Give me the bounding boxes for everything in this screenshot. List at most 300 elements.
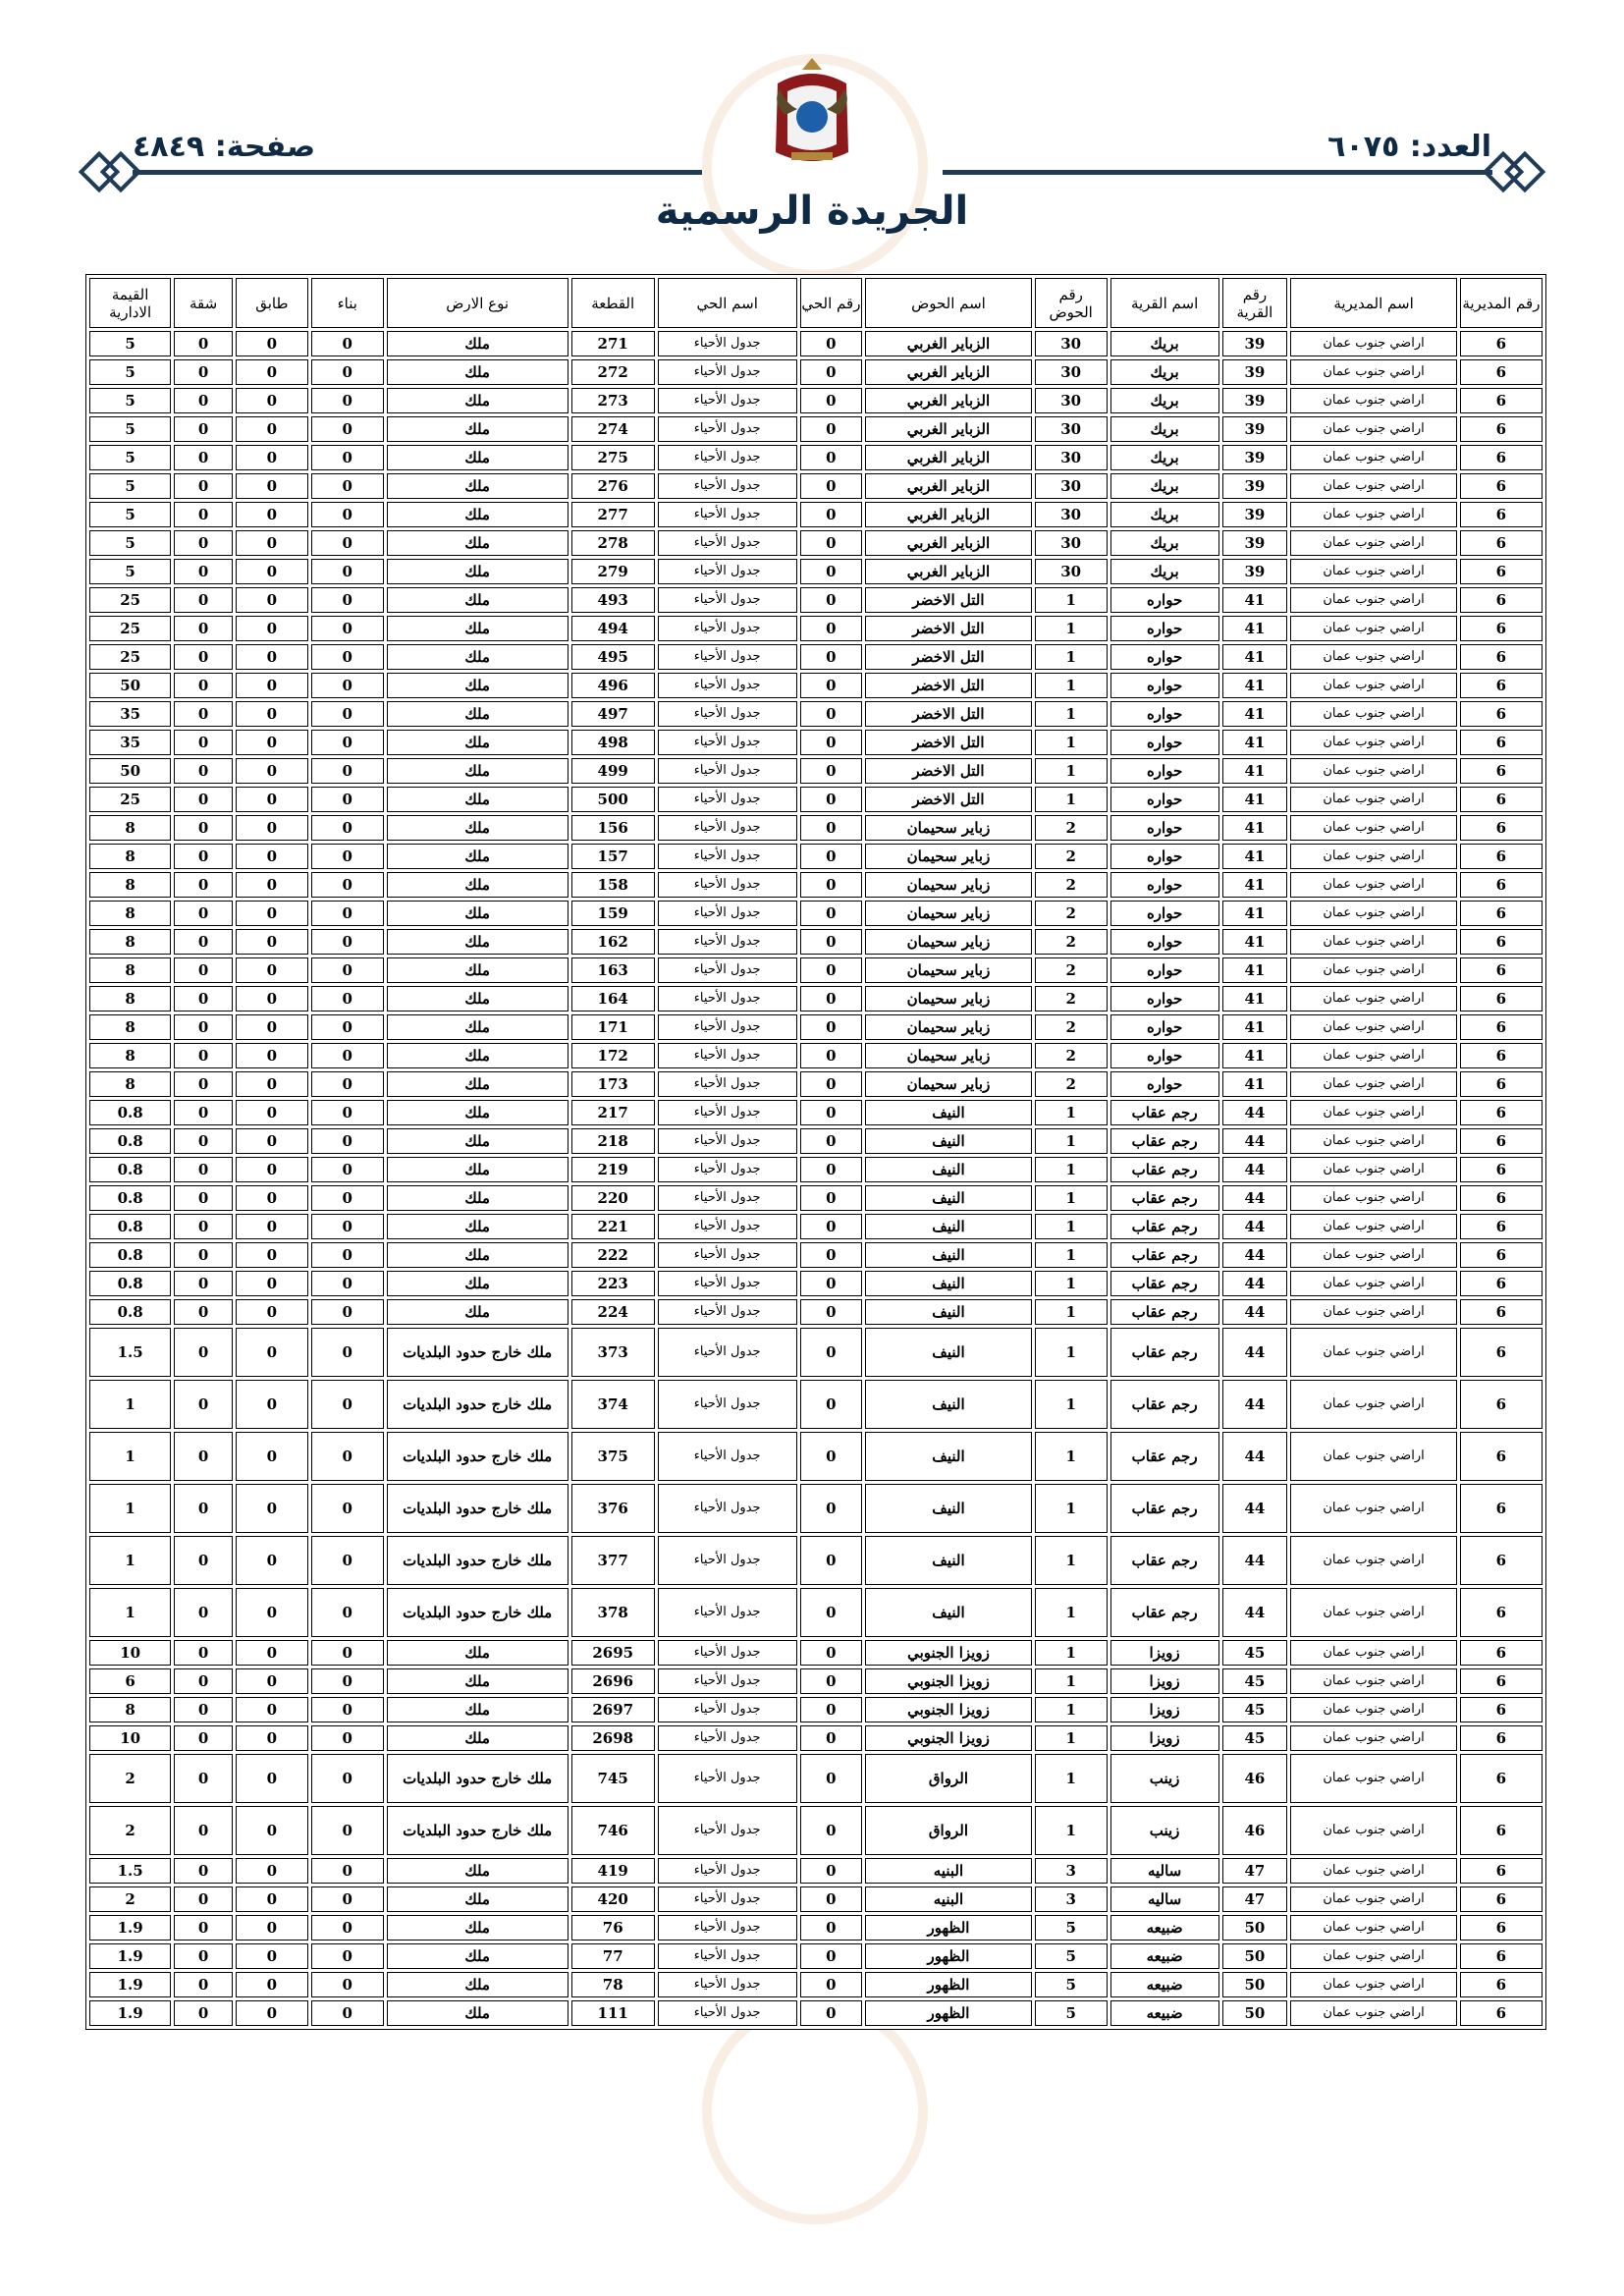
cell-neighborhood-name: جدول الأحياء xyxy=(658,815,797,841)
table-row xyxy=(89,758,1543,784)
cell-building: 0 xyxy=(311,1697,384,1722)
cell-basin-name: زباير سحيمان xyxy=(865,844,1031,869)
cell-apartment: 0 xyxy=(174,1214,233,1239)
cell-village-number: 44 xyxy=(1222,1299,1288,1325)
cell-administrative-value: 2 xyxy=(89,1754,171,1803)
cell-neighborhood-name: جدول الأحياء xyxy=(658,758,797,784)
cell-building: 0 xyxy=(311,986,384,1011)
cell-basin-number: 30 xyxy=(1035,359,1108,385)
cell-floor: 0 xyxy=(236,1588,308,1637)
cell-neighborhood-number: 0 xyxy=(800,758,863,784)
cell-basin-number: 2 xyxy=(1035,986,1108,1011)
cell-apartment: 0 xyxy=(174,1806,233,1855)
cell-administrative-value: 5 xyxy=(89,388,171,413)
cell-neighborhood-name: جدول الأحياء xyxy=(658,1697,797,1722)
cell-administrative-value: 8 xyxy=(89,986,171,1011)
cell-village-name: رجم عقاب xyxy=(1110,1100,1219,1125)
cell-administrative-value: 1 xyxy=(89,1380,171,1429)
cell-district-name: اراضي جنوب عمان xyxy=(1290,758,1456,784)
cell-building: 0 xyxy=(311,331,384,356)
cell-district-name: اراضي جنوب عمان xyxy=(1290,730,1456,755)
cell-village-name: زويزا xyxy=(1110,1640,1219,1666)
cell-apartment: 0 xyxy=(174,1380,233,1429)
column-header-district-number: رقم المديرية xyxy=(1460,278,1543,328)
cell-parcel-number: 420 xyxy=(571,1886,655,1912)
cell-basin-number: 1 xyxy=(1035,1432,1108,1481)
cell-administrative-value: 5 xyxy=(89,331,171,356)
cell-floor: 0 xyxy=(236,1484,308,1533)
cell-basin-number: 1 xyxy=(1035,1806,1108,1855)
cell-neighborhood-number: 0 xyxy=(800,359,863,385)
cell-basin-number: 30 xyxy=(1035,416,1108,442)
cell-administrative-value: 5 xyxy=(89,359,171,385)
cell-district-number: 6 xyxy=(1460,1242,1543,1268)
cell-administrative-value: 25 xyxy=(89,787,171,812)
cell-administrative-value: 5 xyxy=(89,530,171,556)
cell-administrative-value: 10 xyxy=(89,1640,171,1666)
cell-basin-number: 5 xyxy=(1035,1915,1108,1941)
cell-village-number: 39 xyxy=(1222,559,1288,584)
cell-district-number: 6 xyxy=(1460,1943,1543,1969)
table-row xyxy=(89,1697,1543,1722)
cell-administrative-value: 1.9 xyxy=(89,1943,171,1969)
table-row xyxy=(89,1014,1543,1040)
cell-neighborhood-name: جدول الأحياء xyxy=(658,901,797,926)
cell-district-number: 6 xyxy=(1460,1697,1543,1722)
cell-basin-name: النيف xyxy=(865,1271,1031,1296)
cell-village-name: بريك xyxy=(1110,331,1219,356)
cell-neighborhood-number: 0 xyxy=(800,388,863,413)
cell-neighborhood-number: 0 xyxy=(800,587,863,613)
cell-building: 0 xyxy=(311,1380,384,1429)
cell-village-number: 41 xyxy=(1222,644,1288,670)
cell-floor: 0 xyxy=(236,1915,308,1941)
cell-basin-number: 1 xyxy=(1035,1100,1108,1125)
cell-apartment: 0 xyxy=(174,587,233,613)
cell-district-name: اراضي جنوب عمان xyxy=(1290,1886,1456,1912)
cell-land-type: ملك xyxy=(387,1157,568,1182)
cell-village-name: حواره xyxy=(1110,644,1219,670)
cell-district-number: 6 xyxy=(1460,1886,1543,1912)
cell-village-number: 41 xyxy=(1222,957,1288,983)
cell-neighborhood-name: جدول الأحياء xyxy=(658,559,797,584)
cell-district-number: 6 xyxy=(1460,1014,1543,1040)
cell-apartment: 0 xyxy=(174,1725,233,1751)
cell-district-name: اراضي جنوب عمان xyxy=(1290,1043,1456,1068)
cell-building: 0 xyxy=(311,1858,384,1884)
cell-apartment: 0 xyxy=(174,1043,233,1068)
cell-floor: 0 xyxy=(236,929,308,955)
cell-neighborhood-number: 0 xyxy=(800,1157,863,1182)
cell-administrative-value: 8 xyxy=(89,957,171,983)
cell-district-number: 6 xyxy=(1460,559,1543,584)
cell-village-name: ضبيعه xyxy=(1110,2000,1219,2026)
table-row xyxy=(89,644,1543,670)
cell-building: 0 xyxy=(311,1754,384,1803)
cell-district-name: اراضي جنوب عمان xyxy=(1290,587,1456,613)
cell-basin-name: الزباير الغربي xyxy=(865,530,1031,556)
cell-parcel-number: 219 xyxy=(571,1157,655,1182)
cell-neighborhood-number: 0 xyxy=(800,1484,863,1533)
table-row xyxy=(89,1668,1543,1694)
cell-basin-name: الظهور xyxy=(865,1915,1031,1941)
cell-building: 0 xyxy=(311,1157,384,1182)
cell-basin-number: 2 xyxy=(1035,815,1108,841)
cell-basin-name: النيف xyxy=(865,1157,1031,1182)
cell-district-name: اراضي جنوب عمان xyxy=(1290,644,1456,670)
cell-floor: 0 xyxy=(236,701,308,727)
column-header-administrative-value: القيمة الادارية xyxy=(89,278,171,328)
cell-neighborhood-name: جدول الأحياء xyxy=(658,872,797,898)
cell-basin-name: النيف xyxy=(865,1299,1031,1325)
cell-neighborhood-name: جدول الأحياء xyxy=(658,730,797,755)
cell-land-type: ملك xyxy=(387,1242,568,1268)
cell-parcel-number: 221 xyxy=(571,1214,655,1239)
cell-neighborhood-number: 0 xyxy=(800,1128,863,1154)
cell-building: 0 xyxy=(311,530,384,556)
cell-village-number: 44 xyxy=(1222,1185,1288,1211)
cell-floor: 0 xyxy=(236,1071,308,1097)
table-body xyxy=(89,331,1543,2026)
cell-basin-number: 1 xyxy=(1035,1484,1108,1533)
cell-parcel-number: 157 xyxy=(571,844,655,869)
cell-neighborhood-number: 0 xyxy=(800,502,863,527)
cell-building: 0 xyxy=(311,929,384,955)
cell-village-name: زينب xyxy=(1110,1806,1219,1855)
cell-floor: 0 xyxy=(236,1271,308,1296)
cell-basin-number: 3 xyxy=(1035,1858,1108,1884)
cell-basin-name: النيف xyxy=(865,1432,1031,1481)
land-values-table xyxy=(85,274,1546,2030)
cell-neighborhood-name: جدول الأحياء xyxy=(658,587,797,613)
table-row xyxy=(89,1754,1543,1803)
cell-neighborhood-number: 0 xyxy=(800,787,863,812)
cell-parcel-number: 274 xyxy=(571,416,655,442)
cell-basin-name: زويزا الجنوبي xyxy=(865,1725,1031,1751)
cell-administrative-value: 1.9 xyxy=(89,2000,171,2026)
cell-apartment: 0 xyxy=(174,388,233,413)
cell-building: 0 xyxy=(311,1725,384,1751)
cell-neighborhood-number: 0 xyxy=(800,1432,863,1481)
cell-building: 0 xyxy=(311,758,384,784)
cell-neighborhood-number: 0 xyxy=(800,901,863,926)
cell-apartment: 0 xyxy=(174,359,233,385)
cell-parcel-number: 172 xyxy=(571,1043,655,1068)
cell-village-number: 50 xyxy=(1222,2000,1288,2026)
page-number: صفحة: ٤٨٤٩ xyxy=(133,130,316,164)
cell-neighborhood-number: 0 xyxy=(800,416,863,442)
cell-apartment: 0 xyxy=(174,872,233,898)
cell-administrative-value: 10 xyxy=(89,1725,171,1751)
cell-land-type: ملك xyxy=(387,1214,568,1239)
cell-building: 0 xyxy=(311,2000,384,2026)
cell-land-type: ملك xyxy=(387,331,568,356)
cell-district-name: اراضي جنوب عمان xyxy=(1290,1380,1456,1429)
cell-neighborhood-number: 0 xyxy=(800,1242,863,1268)
cell-village-name: رجم عقاب xyxy=(1110,1242,1219,1268)
cell-apartment: 0 xyxy=(174,1484,233,1533)
cell-parcel-number: 77 xyxy=(571,1943,655,1969)
cell-land-type: ملك xyxy=(387,1886,568,1912)
cell-village-name: حواره xyxy=(1110,587,1219,613)
cell-basin-number: 1 xyxy=(1035,730,1108,755)
cell-land-type: ملك xyxy=(387,644,568,670)
cell-district-number: 6 xyxy=(1460,530,1543,556)
cell-neighborhood-name: جدول الأحياء xyxy=(658,1806,797,1855)
cell-land-type: ملك خارج حدود البلديات xyxy=(387,1380,568,1429)
cell-district-number: 6 xyxy=(1460,673,1543,698)
column-header-neighborhood-number: رقم الحي xyxy=(800,278,863,328)
cell-parcel-number: 163 xyxy=(571,957,655,983)
cell-village-name: رجم عقاب xyxy=(1110,1185,1219,1211)
cell-neighborhood-name: جدول الأحياء xyxy=(658,445,797,470)
cell-administrative-value: 0.8 xyxy=(89,1185,171,1211)
cell-village-name: بريك xyxy=(1110,530,1219,556)
cell-basin-name: الزباير الغربي xyxy=(865,416,1031,442)
cell-parcel-number: 278 xyxy=(571,530,655,556)
cell-basin-name: زباير سحيمان xyxy=(865,815,1031,841)
cell-apartment: 0 xyxy=(174,730,233,755)
cell-district-name: اراضي جنوب عمان xyxy=(1290,388,1456,413)
cell-apartment: 0 xyxy=(174,559,233,584)
cell-district-name: اراضي جنوب عمان xyxy=(1290,787,1456,812)
cell-district-name: اراضي جنوب عمان xyxy=(1290,1484,1456,1533)
cell-land-type: ملك xyxy=(387,872,568,898)
cell-parcel-number: 376 xyxy=(571,1484,655,1533)
cell-administrative-value: 8 xyxy=(89,1071,171,1097)
cell-district-name: اراضي جنوب عمان xyxy=(1290,1128,1456,1154)
cell-land-type: ملك xyxy=(387,701,568,727)
table-row xyxy=(89,2000,1543,2026)
table-row xyxy=(89,1725,1543,1751)
cell-apartment: 0 xyxy=(174,815,233,841)
cell-village-name: ضبيعه xyxy=(1110,1943,1219,1969)
cell-land-type: ملك خارج حدود البلديات xyxy=(387,1754,568,1803)
cell-building: 0 xyxy=(311,587,384,613)
cell-basin-number: 5 xyxy=(1035,1943,1108,1969)
cell-district-name: اراضي جنوب عمان xyxy=(1290,872,1456,898)
cell-building: 0 xyxy=(311,388,384,413)
cell-village-number: 39 xyxy=(1222,502,1288,527)
cell-village-name: حواره xyxy=(1110,957,1219,983)
cell-floor: 0 xyxy=(236,1943,308,1969)
cell-village-name: حواره xyxy=(1110,872,1219,898)
table-row xyxy=(89,587,1543,613)
cell-administrative-value: 1.5 xyxy=(89,1328,171,1377)
cell-floor: 0 xyxy=(236,2000,308,2026)
cell-parcel-number: 493 xyxy=(571,587,655,613)
cell-apartment: 0 xyxy=(174,1588,233,1637)
cell-basin-number: 1 xyxy=(1035,1242,1108,1268)
cell-neighborhood-number: 0 xyxy=(800,986,863,1011)
cell-land-type: ملك xyxy=(387,986,568,1011)
column-header-district-name: اسم المديرية xyxy=(1290,278,1456,328)
cell-district-number: 6 xyxy=(1460,502,1543,527)
cell-land-type: ملك xyxy=(387,502,568,527)
cell-neighborhood-number: 0 xyxy=(800,1858,863,1884)
cell-district-name: اراضي جنوب عمان xyxy=(1290,1697,1456,1722)
cell-administrative-value: 1.9 xyxy=(89,1972,171,1997)
cell-building: 0 xyxy=(311,730,384,755)
cell-basin-number: 2 xyxy=(1035,1043,1108,1068)
cell-basin-number: 30 xyxy=(1035,530,1108,556)
cell-parcel-number: 171 xyxy=(571,1014,655,1040)
cell-village-number: 45 xyxy=(1222,1725,1288,1751)
cell-basin-name: النيف xyxy=(865,1214,1031,1239)
cell-floor: 0 xyxy=(236,787,308,812)
cell-basin-number: 1 xyxy=(1035,1725,1108,1751)
cell-neighborhood-number: 0 xyxy=(800,1299,863,1325)
cell-village-name: ساليه xyxy=(1110,1858,1219,1884)
cell-building: 0 xyxy=(311,1100,384,1125)
cell-village-number: 39 xyxy=(1222,445,1288,470)
cell-village-name: ضبيعه xyxy=(1110,1972,1219,1997)
cell-administrative-value: 6 xyxy=(89,1668,171,1694)
cell-district-name: اراضي جنوب عمان xyxy=(1290,1271,1456,1296)
cell-administrative-value: 8 xyxy=(89,844,171,869)
cell-parcel-number: 746 xyxy=(571,1806,655,1855)
cell-apartment: 0 xyxy=(174,1242,233,1268)
cell-district-name: اراضي جنوب عمان xyxy=(1290,359,1456,385)
cell-building: 0 xyxy=(311,1043,384,1068)
cell-district-name: اراضي جنوب عمان xyxy=(1290,1725,1456,1751)
cell-floor: 0 xyxy=(236,1972,308,1997)
cell-building: 0 xyxy=(311,359,384,385)
cell-neighborhood-name: جدول الأحياء xyxy=(658,986,797,1011)
cell-basin-number: 1 xyxy=(1035,1214,1108,1239)
cell-neighborhood-name: جدول الأحياء xyxy=(658,1588,797,1637)
cell-building: 0 xyxy=(311,1886,384,1912)
cell-administrative-value: 8 xyxy=(89,1697,171,1722)
cell-basin-number: 1 xyxy=(1035,701,1108,727)
cell-basin-name: الظهور xyxy=(865,1972,1031,1997)
cell-basin-number: 2 xyxy=(1035,872,1108,898)
cell-apartment: 0 xyxy=(174,929,233,955)
cell-district-number: 6 xyxy=(1460,1271,1543,1296)
cell-land-type: ملك xyxy=(387,673,568,698)
cell-basin-name: البنيه xyxy=(865,1886,1031,1912)
table-row xyxy=(89,787,1543,812)
cell-administrative-value: 35 xyxy=(89,701,171,727)
cell-apartment: 0 xyxy=(174,1640,233,1666)
cell-apartment: 0 xyxy=(174,844,233,869)
cell-neighborhood-name: جدول الأحياء xyxy=(658,1328,797,1377)
cell-floor: 0 xyxy=(236,587,308,613)
cell-floor: 0 xyxy=(236,1536,308,1585)
cell-floor: 0 xyxy=(236,758,308,784)
cell-apartment: 0 xyxy=(174,1943,233,1969)
cell-basin-number: 1 xyxy=(1035,587,1108,613)
cell-administrative-value: 8 xyxy=(89,929,171,955)
cell-administrative-value: 5 xyxy=(89,416,171,442)
cell-village-number: 39 xyxy=(1222,388,1288,413)
cell-parcel-number: 496 xyxy=(571,673,655,698)
cell-floor: 0 xyxy=(236,730,308,755)
cell-neighborhood-number: 0 xyxy=(800,1043,863,1068)
cell-building: 0 xyxy=(311,644,384,670)
cell-parcel-number: 279 xyxy=(571,559,655,584)
cell-village-name: بريك xyxy=(1110,388,1219,413)
cell-parcel-number: 159 xyxy=(571,901,655,926)
table-row xyxy=(89,1157,1543,1182)
cell-basin-number: 2 xyxy=(1035,1071,1108,1097)
cell-basin-name: النيف xyxy=(865,1100,1031,1125)
cell-district-number: 6 xyxy=(1460,473,1543,499)
cell-floor: 0 xyxy=(236,473,308,499)
column-header-basin-name: اسم الحوض xyxy=(865,278,1031,328)
cell-village-number: 44 xyxy=(1222,1214,1288,1239)
cell-village-name: حواره xyxy=(1110,1043,1219,1068)
cell-floor: 0 xyxy=(236,1754,308,1803)
cell-basin-name: الزباير الغربي xyxy=(865,388,1031,413)
cell-land-type: ملك xyxy=(387,957,568,983)
cell-basin-number: 1 xyxy=(1035,758,1108,784)
cell-district-name: اراضي جنوب عمان xyxy=(1290,986,1456,1011)
table-row xyxy=(89,1380,1543,1429)
cell-basin-name: التل الاخضر xyxy=(865,616,1031,641)
cell-land-type: ملك xyxy=(387,1185,568,1211)
cell-land-type: ملك xyxy=(387,388,568,413)
cell-administrative-value: 5 xyxy=(89,502,171,527)
cell-neighborhood-number: 0 xyxy=(800,1214,863,1239)
cell-basin-number: 1 xyxy=(1035,1697,1108,1722)
cell-village-number: 39 xyxy=(1222,331,1288,356)
cell-village-number: 44 xyxy=(1222,1432,1288,1481)
cell-basin-name: زويزا الجنوبي xyxy=(865,1697,1031,1722)
cell-building: 0 xyxy=(311,502,384,527)
cell-basin-name: النيف xyxy=(865,1380,1031,1429)
cell-neighborhood-name: جدول الأحياء xyxy=(658,1185,797,1211)
table-row xyxy=(89,1588,1543,1637)
cell-village-number: 47 xyxy=(1222,1858,1288,1884)
cell-district-name: اراضي جنوب عمان xyxy=(1290,502,1456,527)
table-row xyxy=(89,701,1543,727)
cell-floor: 0 xyxy=(236,1157,308,1182)
cell-basin-number: 2 xyxy=(1035,957,1108,983)
cell-district-number: 6 xyxy=(1460,1668,1543,1694)
cell-district-name: اراضي جنوب عمان xyxy=(1290,1432,1456,1481)
cell-village-number: 44 xyxy=(1222,1328,1288,1377)
cell-parcel-number: 273 xyxy=(571,388,655,413)
cell-parcel-number: 375 xyxy=(571,1432,655,1481)
cell-district-name: اراضي جنوب عمان xyxy=(1290,701,1456,727)
cell-land-type: ملك xyxy=(387,815,568,841)
cell-neighborhood-name: جدول الأحياء xyxy=(658,1128,797,1154)
cell-land-type: ملك خارج حدود البلديات xyxy=(387,1484,568,1533)
cell-basin-number: 2 xyxy=(1035,929,1108,955)
cell-village-name: حواره xyxy=(1110,758,1219,784)
cell-floor: 0 xyxy=(236,844,308,869)
cell-basin-name: النيف xyxy=(865,1128,1031,1154)
cell-floor: 0 xyxy=(236,1214,308,1239)
cell-neighborhood-name: جدول الأحياء xyxy=(658,616,797,641)
cell-parcel-number: 217 xyxy=(571,1100,655,1125)
cell-neighborhood-name: جدول الأحياء xyxy=(658,701,797,727)
cell-neighborhood-name: جدول الأحياء xyxy=(658,1380,797,1429)
cell-neighborhood-number: 0 xyxy=(800,1754,863,1803)
cell-parcel-number: 2695 xyxy=(571,1640,655,1666)
cell-district-number: 6 xyxy=(1460,901,1543,926)
cell-basin-number: 1 xyxy=(1035,644,1108,670)
table-row xyxy=(89,559,1543,584)
cell-village-name: زينب xyxy=(1110,1754,1219,1803)
cell-basin-number: 1 xyxy=(1035,1185,1108,1211)
cell-floor: 0 xyxy=(236,1128,308,1154)
cell-district-number: 6 xyxy=(1460,331,1543,356)
cell-basin-number: 1 xyxy=(1035,1754,1108,1803)
cell-neighborhood-number: 0 xyxy=(800,730,863,755)
cell-district-name: اراضي جنوب عمان xyxy=(1290,616,1456,641)
